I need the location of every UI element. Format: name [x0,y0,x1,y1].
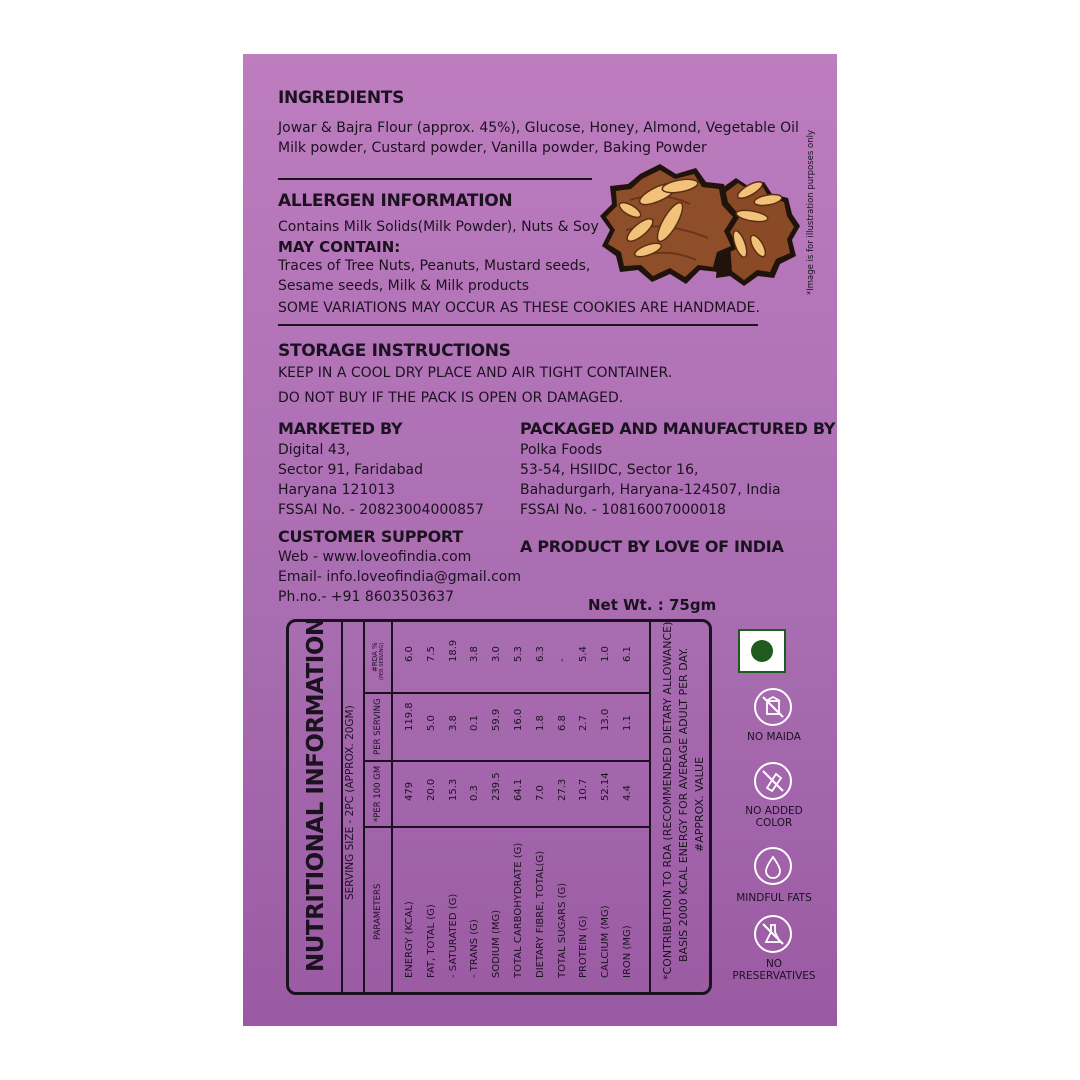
nutrient-name: TOTAL CARBOHYDRATE (G) [513,842,524,978]
nutrient-name: SODIUM (MG) [491,909,503,978]
nutrient-name: - TRANS (G) [469,919,481,978]
badge-label-line: COLOR [755,817,793,829]
table-divider [649,622,651,992]
badge-label-line: NO ADDED [745,805,803,817]
nutrient-value-per100: 15.3 [447,778,459,801]
support-phone: Ph.no.- +91 8603503637 [278,589,454,605]
address-line: Haryana 121013 [278,482,396,498]
badge-label-line: NO [765,958,783,970]
nutrient-value-rda: 3.0 [491,646,503,662]
address-line: Digital 43, [278,442,351,458]
divider [278,178,592,180]
veg-dot-icon [751,640,773,662]
nutrient-value-rda: 6.0 [404,646,415,662]
nutrient-value-per100: 27.3 [556,778,568,801]
product-of: A PRODUCT BY LOVE OF INDIA [520,537,784,556]
ingredients-title: INGREDIENTS [278,88,405,108]
cookie-illustration [600,160,802,290]
divider [278,324,758,326]
nutrient-value-rda: 6.3 [534,646,546,662]
nutrient-value-rda: - [556,658,568,662]
table-divider [363,692,649,694]
nutrient-value-per100: 10.7 [578,778,590,801]
nutrient-value-rda: 5.4 [578,646,590,662]
nutrient-value-rda: 1.0 [600,646,612,662]
nutrient-value-serving: 1.8 [534,715,546,731]
nutrient-value-serving: 3.8 [447,715,459,731]
nutrient-value-per100: 0.3 [469,785,481,801]
badge-label [724,958,824,982]
veg-mark [738,629,786,673]
no-maida-icon [754,688,792,726]
address-line: 53-54, HSIIDC, Sector 16, [520,462,699,478]
nutrient-value-per100: 239.5 [491,772,503,801]
table-divider [391,622,393,992]
badge-label-line: PRESERVATIVES [732,970,816,982]
fssai-number: FSSAI No. - 20823004000857 [278,502,484,518]
nutrient-value-rda: 7.5 [425,646,437,662]
ingredients-line: Milk powder, Custard powder, Vanilla powder, Baking Powder [278,140,707,156]
nutrient-name: FAT, TOTAL (G) [425,904,437,978]
storage-line: KEEP IN A COOL DRY PLACE AND AIR TIGHT CONTAINER. [278,365,673,381]
nutrient-value-rda: 5.3 [513,646,524,662]
badge-label: MINDFUL FATS [736,892,812,904]
nutrition-title: NUTRITIONAL INFORMATION [303,617,329,972]
no-preservatives-icon [754,915,792,953]
nutrient-value-serving: 16.0 [513,708,524,731]
table-divider [363,760,649,762]
address-line: Polka Foods [520,442,603,458]
may-contain-title: MAY CONTAIN: [278,238,401,256]
storage-line: DO NOT BUY IF THE PACK IS OPEN OR DAMAGED. [278,390,624,406]
may-contain-text [278,256,590,296]
nutrient-value-serving: 0.1 [469,715,481,731]
nutrient-value-serving: 59.9 [491,708,503,731]
nutrient-value-per100: 64.1 [513,778,524,801]
nutrient-value-serving: 2.7 [578,715,590,731]
nutrient-name: CALCIUM (MG) [600,905,612,978]
image-note: *Image is for illustration purposes only [806,129,816,295]
nutrient-value-per100: 7.0 [534,785,546,801]
support-web: Web - www.loveofindia.com [278,549,472,565]
nutrient-name: DIETARY FIBRE, TOTAL(G) [534,850,546,978]
packaged-address [520,440,781,520]
footnote: #APPROX. VALUE [693,756,706,852]
marketed-address [278,440,484,520]
table-divider [363,622,365,992]
nutrient-value-per100: 52.14 [600,772,612,801]
nutrient-value-rda: 6.1 [622,646,633,662]
fssai-number: FSSAI No. - 10816007000018 [520,502,726,518]
net-weight: Net Wt. : 75gm [588,596,717,614]
marketed-title: MARKETED BY [278,419,403,438]
table-divider [363,826,649,828]
support-details [278,547,521,607]
allergen-contains: Contains Milk Solids(Milk Powder), Nuts & Soy [278,219,599,235]
nutrient-name: IRON (MG) [622,925,633,978]
header-parameters: PARAMETERS [373,883,383,940]
serving-size: SERVING SIZE - 2PC (APPROX. 20GM) [344,705,356,900]
nutrient-value-serving: 1.1 [622,715,633,731]
badge-label: NO MAIDA [747,731,801,743]
header-rda-sub: (PER SERVING) [379,642,385,680]
nutrient-name: - SATURATED (G) [447,893,459,978]
nutrient-name: PROTEIN (G) [578,915,590,978]
storage-title: STORAGE INSTRUCTIONS [278,341,511,361]
address-line: Sector 91, Faridabad [278,462,423,478]
address-line: Bahadurgarh, Haryana-124507, India [520,482,781,498]
footnote: *CONTRIBUTION TO RDA (RECOMMENDED DIETARY ALLOWANCE) [661,621,674,980]
header-rda: #RDA % [371,642,379,672]
footnote: BASIS 2000 KCAL ENERGY FOR AVERAGE ADULT PER DAY. [677,647,690,962]
nutrient-value-rda: 18.9 [447,639,459,662]
nutrient-name: TOTAL SUGARS (G) [556,882,568,978]
nutrient-value-per100: 20.0 [425,778,437,801]
ingredients-text [278,118,799,158]
nutrient-value-per100: 479 [404,781,415,801]
no-added-color-icon [754,762,792,800]
nutrient-value-serving: 119.8 [404,702,415,731]
nutrient-value-rda: 3.8 [469,646,481,662]
allergen-title: ALLERGEN INFORMATION [278,191,513,211]
may-contain-line: Sesame seeds, Milk & Milk products [278,278,530,294]
nutrient-name: ENERGY (KCAL) [404,901,415,978]
nutrient-value-serving: 13.0 [600,708,612,731]
variation-note: SOME VARIATIONS MAY OCCUR AS THESE COOKIES ARE HANDMADE. [278,300,760,316]
mindful-fats-icon [754,847,792,885]
header-per-100: *PER 100 GM [373,765,383,822]
nutrient-value-per100: 4.4 [622,785,633,801]
support-email: Email- info.loveofindia@gmail.com [278,569,522,585]
badge-label [724,805,824,829]
ingredients-line: Jowar & Bajra Flour (approx. 45%), Glucose, Honey, Almond, Vegetable Oil [278,120,799,136]
table-divider [341,622,343,992]
packaged-title: PACKAGED AND MANUFACTURED BY [520,419,836,438]
nutrient-value-serving: 6.8 [556,715,568,731]
header-per-serving: PER SERVING [373,698,383,755]
support-title: CUSTOMER SUPPORT [278,527,463,546]
may-contain-line: Traces of Tree Nuts, Peanuts, Mustard seeds, [278,258,591,274]
nutrient-value-serving: 5.0 [425,715,437,731]
